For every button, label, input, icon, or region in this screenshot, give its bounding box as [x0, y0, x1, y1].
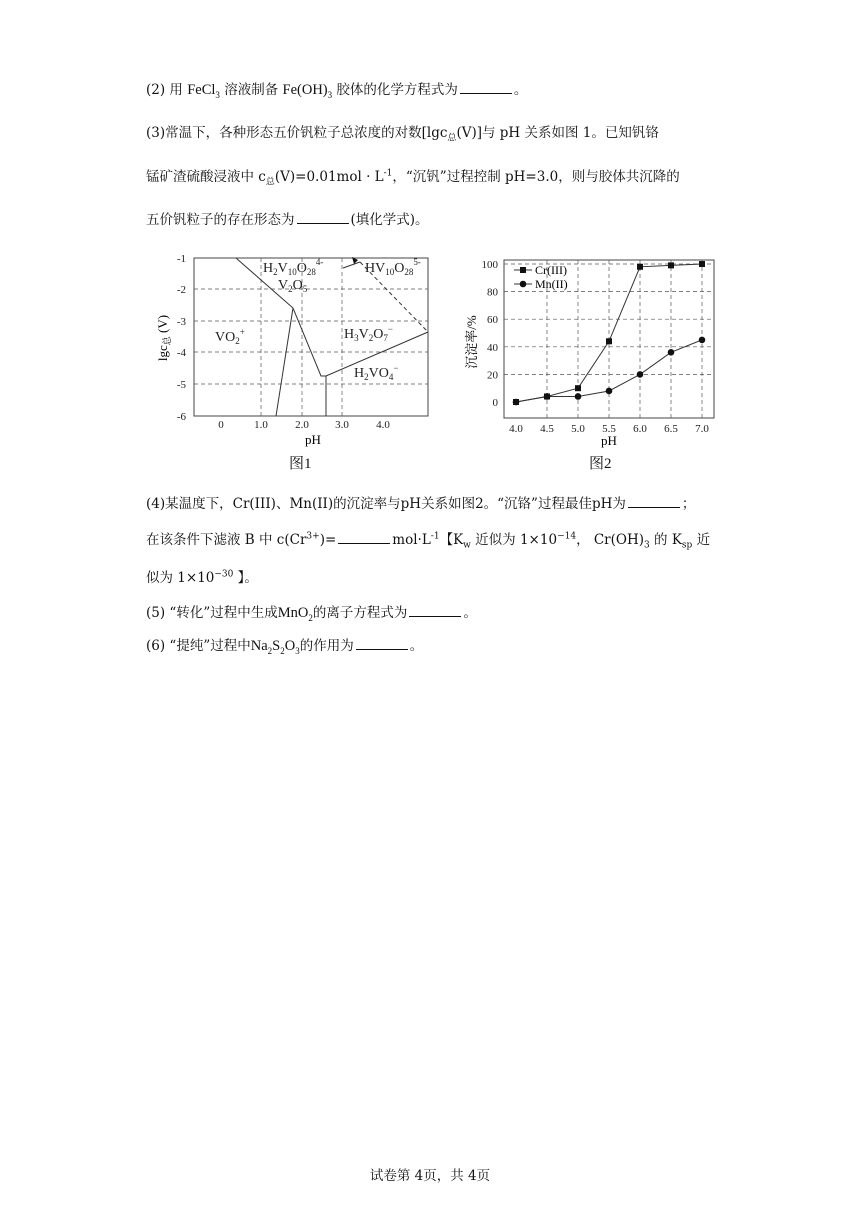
y-tick: 80 [487, 286, 498, 299]
x-axis-label: pH [601, 433, 617, 448]
data-point-mn [606, 388, 613, 395]
y-tick: 100 [481, 259, 498, 271]
x-tick: 4.0 [376, 419, 390, 431]
y-tick: -1 [176, 253, 186, 265]
data-point-cr [637, 264, 643, 270]
answer-blank[interactable] [460, 81, 512, 94]
x-tick: 2.0 [295, 419, 309, 431]
data-point-cr [699, 261, 705, 267]
phase-boundaries [236, 258, 428, 416]
y-tick: -5 [176, 379, 186, 391]
x-tick: 4.5 [540, 423, 554, 435]
data-point-cr [606, 338, 612, 344]
question-5: (5) “转化”过程中生成MnO$_2$的离子方程式为 。 [146, 605, 477, 623]
y-tick: -6 [176, 411, 186, 423]
question-6: (6) “提纯”过程中$Na_2S_2O_3$的作用为 。 [146, 638, 424, 656]
question-4-line-2: 在该条件下滤液 B 中 $c(Cr^{3+})= mol\cdot L^{-1}$【$K_w$ 近似为 $1\times 10^{-14}$， $Cr(OH)_3$ 的 $K_{sp}$ 近 [146, 531, 711, 551]
figure-1 [150, 248, 440, 448]
x-tick: 6.5 [664, 423, 678, 435]
y-axis-label: lgc$_总$ (V) [155, 314, 172, 362]
x-tick: 1.0 [254, 419, 268, 431]
figure-1-caption: 图1 [289, 456, 312, 472]
x-tick: 5.5 [602, 423, 616, 435]
question-2: (2) 用 FeCl$_3$ 溶液制备 $Fe(OH)_3$ 胶体的化学方程式为 。 [146, 82, 528, 100]
figure-2-caption: 图2 [589, 456, 612, 472]
answer-blank[interactable] [628, 495, 680, 508]
y-tick: 60 [487, 314, 498, 327]
data-point-mn [513, 399, 520, 406]
y-tick: 0 [492, 397, 498, 409]
answer-blank[interactable] [338, 531, 390, 544]
x-tick: 6.0 [633, 423, 647, 435]
y-tick: -3 [176, 316, 186, 328]
question-3-line-3: 五价钒粒子的存在形态为 (填化学式)。 [146, 212, 429, 228]
x-tick: 7.0 [695, 423, 709, 435]
legend-marker-square [520, 267, 526, 273]
y-tick: 20 [487, 369, 498, 382]
y-tick: 40 [487, 341, 498, 354]
data-point-cr [575, 385, 581, 391]
page-footer: 试卷第 4页，共 4页 [369, 1168, 491, 1184]
species-vo2: $VO_2^+$ [215, 327, 245, 346]
figure-2 [460, 252, 722, 452]
species-v2o5: $V_2O_5$ [278, 278, 308, 294]
x-tick: 5.0 [571, 423, 585, 435]
species-h2vo4: $H_2VO_4^-$ [354, 363, 399, 382]
question-3-line-1: (3)常温下，各种形态五价钒粒子总浓度的对数[lgc$_总$(V)]与 pH 关系如图 1。已知钒铬 [146, 125, 659, 144]
data-point-cr [668, 262, 674, 268]
data-point-mn [699, 337, 706, 344]
legend-label-mn: Mn(II) [535, 277, 568, 291]
species-hv10o28: $HV_{10}O_{28}^{5-}$ [365, 257, 421, 277]
data-point-mn [637, 371, 644, 378]
x-axis-label: pH [305, 432, 321, 447]
legend-label-cr: Cr(III) [535, 263, 567, 277]
x-tick: 3.0 [335, 419, 349, 431]
answer-blank[interactable] [409, 604, 461, 617]
y-tick: -2 [176, 284, 186, 296]
data-point-mn [544, 393, 551, 400]
x-tick: 0 [218, 419, 224, 431]
y-axis-label: 沉淀率/% [464, 315, 479, 369]
species-h3v2o7: $H_3V_2O_7^-$ [344, 324, 393, 343]
data-point-mn [575, 393, 582, 400]
question-4-line-1: (4)某温度下，Cr(III)、Mn(II)的沉淀率与pH关系如图2。“沉铬”过程最佳pH为 ； [146, 496, 696, 512]
y-tick: -4 [176, 347, 186, 359]
legend-marker-circle [520, 281, 527, 288]
question-3-line-2: 锰矿渣硫酸浸液中 $c_总(V)=0.01mol \cdot L^{-1}$，“沉钒”过程控制 pH=3.0，则与胶体共沉降的 [146, 168, 680, 188]
question-4-line-3: 似为 $1\times 10^{-30}$ 】。 [146, 569, 258, 586]
species-h2v10o28: $H_2V_{10}O_{28}^{4-}$ [263, 257, 324, 277]
answer-blank[interactable] [356, 637, 408, 650]
x-tick: 4.0 [509, 423, 523, 435]
answer-blank[interactable] [297, 211, 349, 224]
legend [514, 263, 568, 291]
data-point-mn [668, 349, 675, 356]
